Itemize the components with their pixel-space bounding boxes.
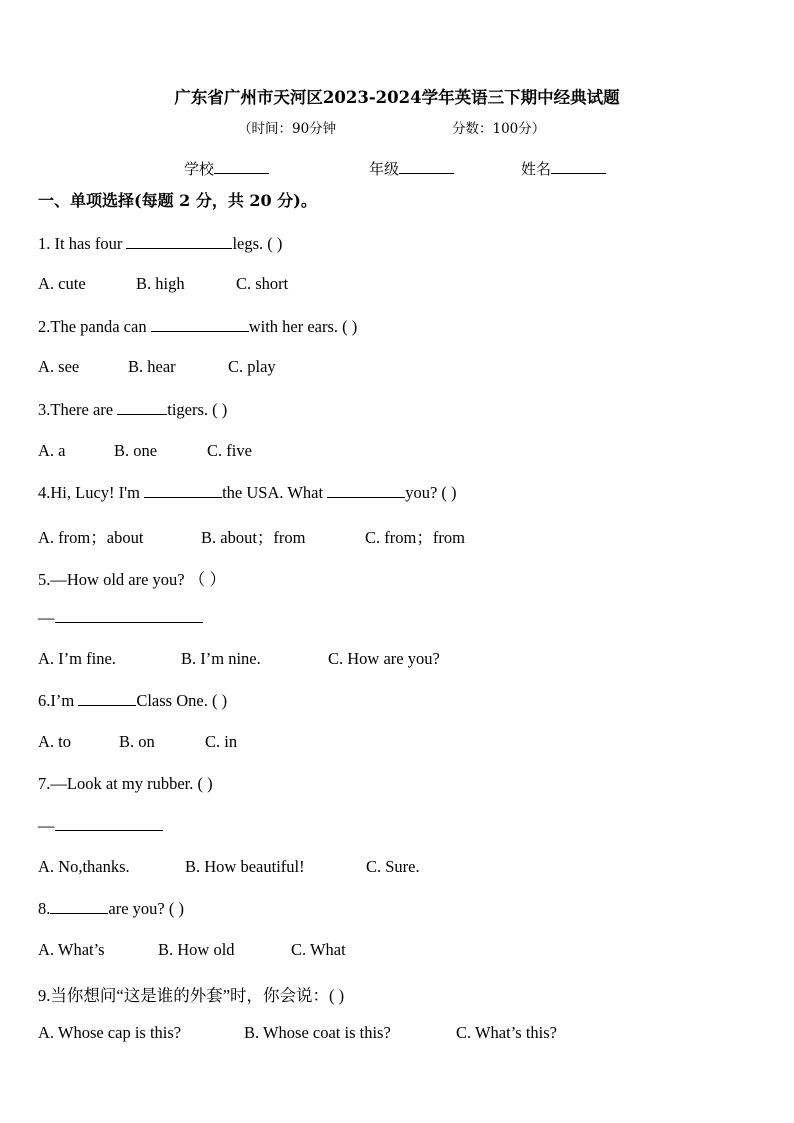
option-c[interactable]: C. What’s this? [456,1023,557,1042]
answer-blank[interactable] [327,482,405,498]
school-field [184,158,269,179]
option-b[interactable]: B. How old [158,940,235,959]
dash-marker: — [38,816,55,835]
question-text: Class One. ( ) [136,691,228,710]
question-2 [38,316,357,337]
option-c[interactable]: C. How are you? [328,649,440,668]
option-c[interactable]: C. from；from [365,528,465,547]
name-field [521,158,606,179]
option-a[interactable]: A. What’s [38,940,105,959]
question-9 [38,982,344,1006]
options-2 [38,357,276,377]
question-text: 4.Hi, Lucy! I'm [38,483,145,502]
name-blank[interactable] [551,159,606,174]
answer-line-7 [38,815,163,836]
question-4 [38,482,457,503]
option-b[interactable]: B. How beautiful! [185,857,305,876]
question-8 [38,898,184,919]
option-c[interactable]: C. Sure. [366,857,420,876]
answer-blank[interactable] [144,482,222,498]
option-b[interactable]: B. Whose coat is this? [244,1023,391,1042]
option-a[interactable]: A. to [38,732,71,751]
question-text: tigers. ( ) [167,400,228,419]
grade-blank[interactable] [399,159,454,174]
options-8 [38,940,346,960]
question-text: 6.I’m [38,691,79,710]
score-label: 分数：100分） [452,121,546,137]
question-text: 2.The panda can [38,317,151,336]
answer-blank[interactable] [50,898,108,914]
question-text: 1. It has four [38,234,127,253]
option-c[interactable]: C. five [207,441,252,460]
options-3 [38,441,252,461]
question-text: 8. [38,899,51,918]
option-a[interactable]: A. Whose cap is this? [38,1023,182,1042]
section-title: 一、单项选择(每题 2 分，共 20 分)。 [38,191,317,210]
option-c[interactable]: C. short [236,274,289,293]
question-5 [38,566,226,590]
options-9 [38,1023,557,1043]
answer-blank[interactable] [55,607,203,623]
question-text: 3.There are [38,400,118,419]
option-b[interactable]: B. high [136,274,185,293]
option-a[interactable]: A. I’m fine. [38,649,116,668]
options-6 [38,732,237,752]
option-a[interactable]: A. cute [38,274,86,293]
options-1 [38,274,288,294]
answer-blank[interactable] [151,316,249,332]
grade-field [369,158,454,179]
options-5 [38,649,440,669]
question-text: the USA. What [222,483,328,502]
options-7 [38,857,420,877]
question-text: with her ears. ( ) [248,317,358,336]
school-blank[interactable] [214,159,269,174]
question-3 [38,399,227,420]
options-4 [38,524,465,548]
question-text: 9.当你想问“这是谁的外套”时，你会说：( ) [38,986,345,1005]
option-c[interactable]: C. in [205,732,238,751]
answer-blank[interactable] [117,399,167,415]
school-label: 学校 [184,160,215,178]
question-6 [38,690,227,711]
answer-blank[interactable] [55,815,163,831]
option-c[interactable]: C. What [291,940,346,959]
dash-marker: — [38,608,55,627]
grade-label: 年级 [369,160,400,178]
option-a[interactable]: A. a [38,441,66,460]
question-text: legs. ( ) [232,234,283,253]
question-text: 7.—Look at my rubber. ( ) [38,774,213,793]
option-b[interactable]: B. one [114,441,158,460]
question-text: are you? ( ) [108,899,184,918]
question-text: 5.—How old are you? （ ） [38,570,226,589]
time-label: （时间：90分钟 [238,121,337,137]
option-c[interactable]: C. play [228,357,276,376]
page-title: 广东省广州市天河区2023-2024学年英语三下期中经典试题 [174,88,620,107]
name-label: 姓名 [521,160,552,178]
option-a[interactable]: A. see [38,357,80,376]
option-b[interactable]: B. about；from [201,528,306,547]
option-a[interactable]: A. No,thanks. [38,857,130,876]
option-b[interactable]: B. I’m nine. [181,649,261,668]
question-text: you? ( ) [405,483,457,502]
option-a[interactable]: A. from；about [38,528,144,547]
answer-line-5 [38,607,203,628]
option-b[interactable]: B. on [119,732,155,751]
question-7 [38,774,213,794]
option-b[interactable]: B. hear [128,357,176,376]
answer-blank[interactable] [78,690,136,706]
answer-blank[interactable] [126,233,232,249]
question-1 [38,233,282,254]
